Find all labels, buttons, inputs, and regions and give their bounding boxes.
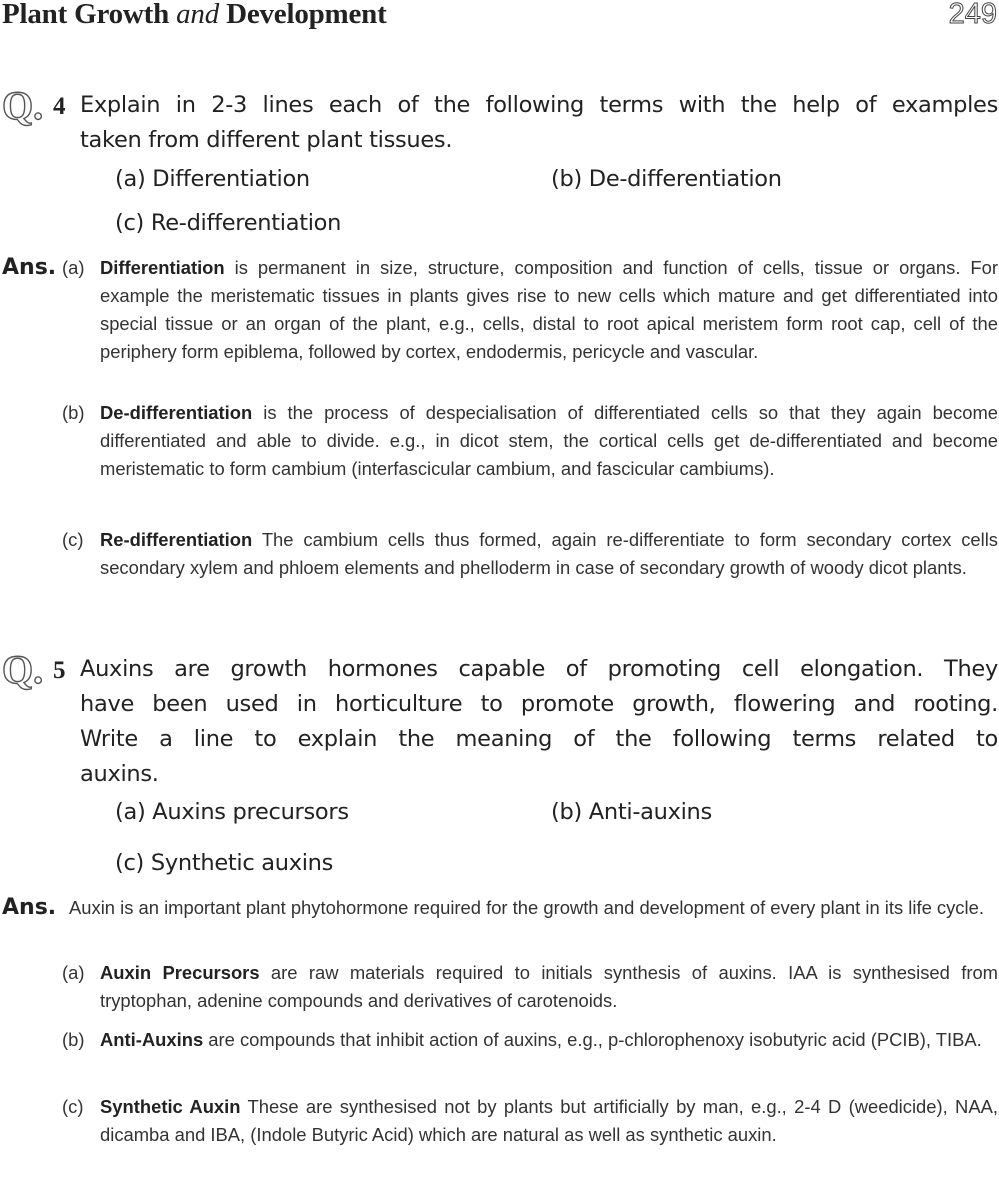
question-number-q5: 5 <box>53 657 66 684</box>
question-mark-q4: Q. <box>2 83 44 128</box>
q4-answer-b-mark: (b) <box>62 402 85 423</box>
q4-answer-c <box>100 526 998 582</box>
q4-answer-a-term: Differentiation <box>100 257 225 278</box>
answer-label-q4: Ans. <box>2 255 57 280</box>
q5-answer-a-term: Auxin Precursors <box>100 962 260 983</box>
q4-answer-b-text: is the process of despecialisation of differentiated cells so that they again become differentiated and able to divide. e.g., in dicot stem, the cortical cells get de-differentiated and become meristematic to form cambium (interfascicular cambium, and fascicular cambiums). <box>100 402 998 479</box>
q4-answer-a-text: is permanent in size, structure, composition and function of cells, tissue or organs. For example the meristematic tissues in plants gives rise to new cells which mature and get differentiated into special tissue or an organ of the plant, e.g., cells, distal to root apical meristem form root cap, cell of the periphery form epiblema, followed by cortex, endodermis, pericycle and vascular. <box>100 257 998 362</box>
q5-answer-a <box>100 959 998 1015</box>
q4-answer-a-mark: (a) <box>62 257 85 278</box>
q5-answer-c-mark: (c) <box>62 1096 84 1117</box>
q4-answer-a <box>100 254 998 366</box>
q5-option-c: (c) Synthetic auxins <box>115 850 334 876</box>
q4-option-c: (c) Re-differentiation <box>115 210 342 236</box>
q4-answer-c-mark: (c) <box>62 529 84 550</box>
title-part-1: Plant Growth <box>2 0 170 30</box>
q4-answer-c-term: Re-differentiation <box>100 529 253 550</box>
q5-answer-b <box>100 1026 998 1054</box>
question-4-line-1: Explain in 2-3 lines each of the following terms with the help of examples <box>80 92 998 118</box>
question-5-line-1: Auxins are growth hormones capable of promoting cell elongation. They <box>80 656 998 682</box>
question-5-line-2: have been used in horticulture to promote growth, flowering and rooting. <box>80 691 998 717</box>
title-part-2: and <box>176 0 220 30</box>
q5-answer-b-text: are compounds that inhibit action of auxins, e.g., p-chlorophenoxy isobutyric acid (PCIB), TIBA. <box>203 1029 982 1050</box>
q5-answer-c-text: These are synthesised not by plants but artificially by man, e.g., 2-4 D (weedicide), NAA, dicamba and IBA, (Indole Butyric Acid) which are natural as well as synthetic auxin. <box>100 1096 998 1145</box>
q4-answer-c-text: The cambium cells thus formed, again re-differentiate to form secondary cortex cells secondary xylem and phloem elements and phelloderm in case of secondary growth of woody dicot plants. <box>100 529 998 578</box>
question-4-line-2: taken from different plant tissues. <box>80 127 453 153</box>
question-mark-q5: Q. <box>2 647 44 692</box>
page-number: 249 <box>948 0 997 30</box>
question-number-q4: 4 <box>53 93 66 120</box>
answer-label-q5: Ans. <box>2 895 57 920</box>
q5-answer-intro: Auxin is an important plant phytohormone required for the growth and development of every plant in its life cycle. <box>69 897 984 918</box>
q5-answer-c-term: Synthetic Auxin <box>100 1096 241 1117</box>
q5-option-b: (b) Anti-auxins <box>551 799 712 825</box>
q4-option-b: (b) De-differentiation <box>551 166 782 192</box>
q4-answer-b <box>100 399 998 483</box>
q4-option-a: (a) Differentiation <box>115 166 310 192</box>
q5-answer-a-mark: (a) <box>62 962 85 983</box>
q5-answer-b-mark: (b) <box>62 1029 85 1050</box>
question-5-line-4: auxins. <box>80 761 159 787</box>
page-title <box>2 0 387 31</box>
q5-answer-b-term: Anti-Auxins <box>100 1029 204 1050</box>
q4-answer-b-term: De-differentiation <box>100 402 253 423</box>
title-part-3: Development <box>226 0 387 30</box>
q5-answer-a-text: are raw materials required to initials synthesis of auxins. IAA is synthesised from tryptophan, adenine compounds and derivatives of carotenoids. <box>100 962 999 1011</box>
q5-answer-c <box>100 1093 998 1149</box>
question-5-line-3: Write a line to explain the meaning of the following terms related to <box>80 726 998 752</box>
q5-option-a: (a) Auxins precursors <box>115 799 349 825</box>
